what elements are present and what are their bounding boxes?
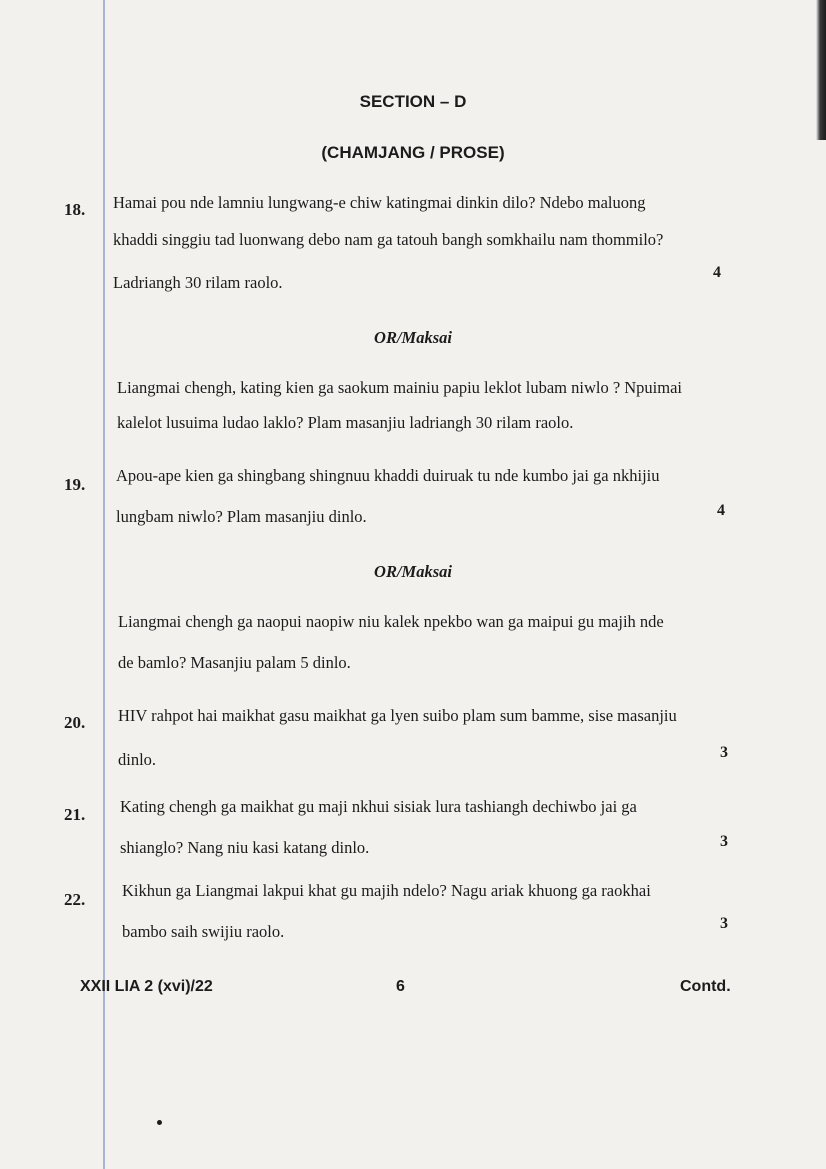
- question-22-marks: 3: [720, 915, 728, 932]
- question-18-line-1: Hamai pou nde lamniu lungwang-e chiw katingmai dinkin dilo? Ndebo maluong: [113, 193, 646, 212]
- question-18-alt-line-1: Liangmai chengh, kating kien ga saokum mainiu papiu leklot lubam niwlo ? Npuimai: [117, 378, 683, 397]
- question-number-20: 20.: [64, 713, 86, 732]
- question-21-line-1: Kating chengh ga maikhat gu maji nkhui sisiak lura tashiangh dechiwbo jai ga: [120, 797, 637, 816]
- question-19-alt-line-2: de bamlo? Masanjiu palam 5 dinlo.: [118, 653, 351, 672]
- question-22-line-1: Kikhun ga Liangmai lakpui khat gu majih ndelo? Nagu ariak khuong ga raokhai: [122, 881, 651, 900]
- question-18-marks: 4: [713, 264, 721, 281]
- question-number-19: 19.: [64, 475, 86, 494]
- question-18-line-2: khaddi singgiu tad luonwang debo nam ga tatouh bangh somkhailu nam thommilo?: [113, 230, 664, 249]
- question-19-marks: 4: [717, 502, 725, 519]
- question-20-line-1: HIV rahpot hai maikhat gasu maikhat ga lyen suibo plam sum bamme, sise masanjiu: [118, 706, 677, 725]
- question-number-18: 18.: [64, 200, 86, 219]
- section-subtitle: (CHAMJANG / PROSE): [321, 143, 505, 162]
- question-19-alt-line-1: Liangmai chengh ga naopui naopiw niu kalek npekbo wan ga maipui gu majih nde: [118, 612, 664, 631]
- scan-edge-shadow: [816, 0, 826, 140]
- scan-speck: [157, 1120, 162, 1125]
- paper-code: XXII LIA 2 (xvi)/22: [80, 978, 213, 995]
- continued-label: Contd.: [680, 978, 731, 995]
- question-21-marks: 3: [720, 833, 728, 850]
- question-22-line-2: bambo saih swijiu raolo.: [122, 922, 285, 941]
- section-title: SECTION – D: [359, 92, 467, 111]
- question-20-line-2: dinlo.: [118, 750, 157, 769]
- or-label-18: OR/Maksai: [374, 328, 452, 347]
- question-19-line-2: lungbam niwlo? Plam masanjiu dinlo.: [116, 507, 367, 526]
- question-19-line-1: Apou-ape kien ga shingbang shingnuu khaddi duiruak tu nde kumbo jai ga nkhijiu: [116, 466, 660, 485]
- question-number-22: 22.: [64, 890, 86, 909]
- question-20-marks: 3: [720, 744, 728, 761]
- question-18-alt-line-2: kalelot lusuima ludao laklo? Plam masanjiu ladriangh 30 rilam raolo.: [117, 413, 574, 432]
- or-label-19: OR/Maksai: [374, 562, 452, 581]
- question-number-21: 21.: [64, 805, 86, 824]
- page-number: 6: [396, 978, 405, 995]
- question-21-line-2: shianglo? Nang niu kasi katang dinlo.: [120, 838, 370, 857]
- question-18-line-3: Ladriangh 30 rilam raolo.: [113, 273, 283, 292]
